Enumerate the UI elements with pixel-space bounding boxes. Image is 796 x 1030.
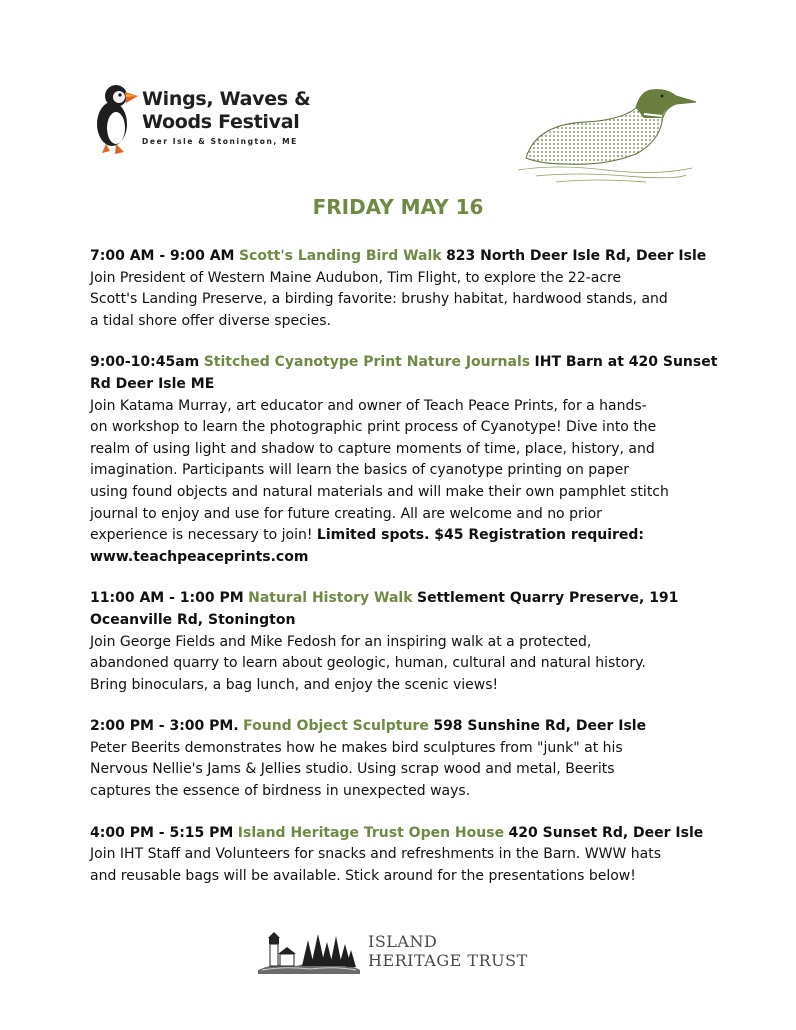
festival-location: Deer Isle & Stonington, ME (142, 137, 298, 146)
event-time: 2:00 PM - 3:00 PM. (90, 718, 239, 735)
event-desc-line: Join Katama Murray, art educator and owner of Teach Peace Prints, for a hands- (90, 397, 647, 414)
event-location: 823 North Deer Isle Rd, Deer Isle (446, 248, 707, 264)
lighthouse-icon (256, 926, 362, 976)
event-4 (90, 716, 730, 802)
day-heading: FRIDAY MAY 16 (312, 195, 484, 219)
event-desc-line: abandoned quarry to learn about geologic, human, cultural and natural history. (90, 655, 646, 672)
event-time: 11:00 AM - 1:00 PM (90, 590, 244, 607)
event-desc-line: Join George Fields and Mike Fedosh for an inspiring walk at a protected, (90, 633, 592, 650)
event-desc-line: Bring binoculars, a bag lunch, and enjoy the scenic views! (90, 676, 499, 693)
event-desc-line: a tidal shore offer diverse species. (90, 312, 332, 329)
event-desc-line: Nervous Nellie's Jams & Jellies studio. Using scrap wood and metal, Beerits (90, 761, 615, 778)
event-desc-line: Peter Beerits demonstrates how he makes bird sculptures from "junk" at his (90, 739, 623, 756)
event-location: 420 Sunset Rd, Deer Isle (508, 824, 704, 841)
event-time: 9:00-10:45am (90, 354, 200, 371)
event-3 (90, 588, 730, 696)
event-1 (90, 246, 730, 332)
puffin-icon (86, 80, 142, 156)
event-desc-line: on workshop to learn the photographic print process of Cyanotype! Dive into the (90, 419, 657, 436)
iht-logo (256, 926, 546, 978)
event-time: 4:00 PM - 5:15 PM (90, 824, 234, 841)
festival-title-line1: Wings, Waves & (142, 88, 311, 110)
event-desc-line: imagination. Participants will learn the basics of cyanotype printing on paper (90, 462, 630, 479)
event-title: Scott's Landing Bird Walk (238, 248, 442, 264)
event-5 (90, 823, 730, 888)
events-list (90, 246, 730, 907)
event-time: 7:00 AM - 9:00 AM (90, 248, 235, 264)
event-location: 598 Sunshine Rd, Deer Isle (433, 718, 647, 735)
event-location-cont: Oceanville Rd, Stonington (90, 611, 296, 628)
event-2 (90, 352, 730, 568)
event-desc-line: captures the essence of birdness in unexpected ways. (90, 783, 471, 800)
event-title: Natural History Walk (248, 590, 413, 607)
event-desc-line: Join President of Western Maine Audubon, Tim Flight, to explore the 22-acre (90, 269, 622, 286)
event-location-cont: Rd Deer Isle ME (90, 375, 215, 392)
registration-link[interactable]: www.teachpeaceprints.com (90, 548, 309, 565)
event-title: Island Heritage Trust Open House (237, 824, 505, 841)
registration-note: Limited spots. $45 Registration required: (316, 527, 645, 544)
event-location: IHT Barn at 420 Sunset (534, 354, 718, 371)
festival-logo (86, 80, 326, 160)
event-desc-line: Scott's Landing Preserve, a birding favorite: brushy habitat, hardwood stands, and (90, 291, 668, 308)
event-title: Stitched Cyanotype Print Nature Journals (203, 354, 531, 371)
loon-illustration (516, 78, 698, 190)
event-desc-line: using found objects and natural materials and will make their own pamphlet stitch (90, 483, 669, 500)
event-desc-line: Join IHT Staff and Volunteers for snacks and refreshments in the Barn. WWW hats (90, 846, 661, 863)
event-location: Settlement Quarry Preserve, 191 (416, 590, 679, 607)
event-desc-line: experience is necessary to join! (90, 527, 313, 544)
event-desc-line: and reusable bags will be available. Stick around for the presentations below! (90, 867, 636, 884)
iht-line2: HERITAGE TRUST (368, 951, 528, 970)
iht-line1: ISLAND (368, 932, 438, 951)
event-desc-line: journal to enjoy and use for future creating. All are welcome and no prior (90, 505, 602, 522)
event-desc-line: realm of using light and shadow to capture moments of time, place, history, and (90, 440, 655, 457)
event-title: Found Object Sculpture (243, 718, 429, 735)
festival-title-line2: Woods Festival (142, 111, 300, 133)
